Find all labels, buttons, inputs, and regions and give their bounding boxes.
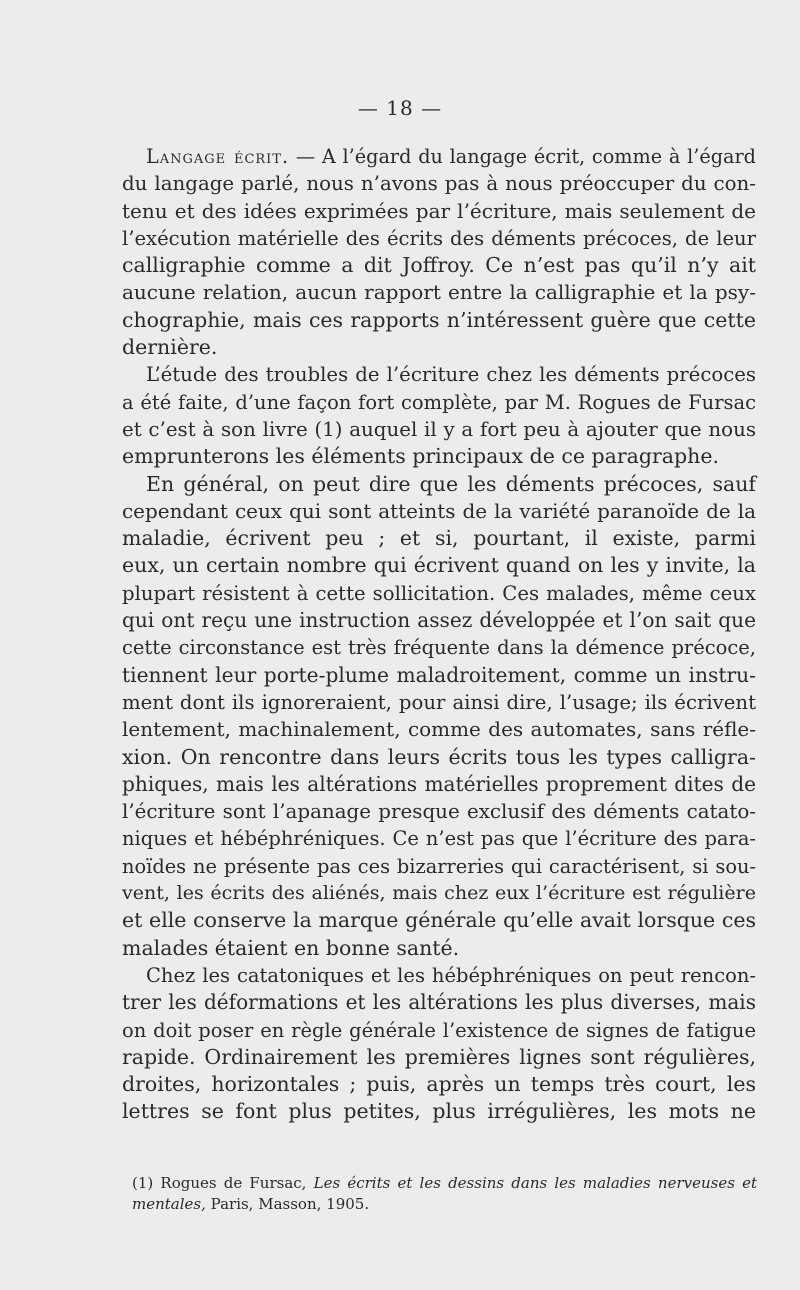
text-line: l’exécution matérielle des écrits des déments précoces, de leur <box>122 226 756 250</box>
section-heading: Langage écrit. <box>146 145 290 168</box>
text-line: cependant ceux qui sont atteints de la variété paranoïde de la <box>122 498 756 523</box>
text-line: droites, horizontales ; puis, après un temps très court, les <box>122 1072 756 1097</box>
text-line: rapide. Ordinairement les premières lignes sont régulières, <box>122 1044 756 1069</box>
body-text <box>122 143 756 1126</box>
text-line: plupart résistent à cette sollicitation. Ces malades, même ceux <box>122 581 756 605</box>
text-line: cette circonstance est très fréquente dans la démence précoce, <box>122 636 756 660</box>
paragraph-en-general <box>122 471 756 962</box>
footnote-line <box>132 1173 757 1194</box>
text-line: tiennent leur porte-plume maladroitement, comme un instru- <box>122 662 756 687</box>
text-line: noïdes ne présente pas ces bizarreries qui caractérisent, si sou- <box>122 854 756 878</box>
page-number: — 18 — <box>357 96 443 120</box>
paragraph-catatoniques <box>122 962 756 1126</box>
text-line: l’écriture sont l’apanage presque exclusif des déments catato- <box>122 800 756 824</box>
text-line: chographie, mais ces rapports n’intéressent guère que cette <box>122 307 756 332</box>
paragraph-etude <box>122 361 756 470</box>
footnote-title: Les écrits et les dessins dans les maladies nerveuses et <box>313 1174 757 1192</box>
footnote-author: Rogues de Fursac, <box>160 1174 307 1192</box>
footnote-title-end: mentales, <box>132 1195 206 1213</box>
text-line: on doit poser en règle générale l’existence de signes de fatigue <box>122 1018 756 1042</box>
text-line: malades étaient en bonne santé. <box>122 935 460 960</box>
text-line: phiques, mais les altérations matérielles proprement dites de <box>122 771 756 796</box>
text-line: niques et hébéphréniques. Ce n’est pas que l’écriture des para- <box>122 827 756 851</box>
text-line: a été faite, d’une façon fort complète, par M. Rogues de Fursac <box>122 390 756 414</box>
text-line: aucune relation, aucun rapport entre la calligraphie et la psy- <box>122 280 756 305</box>
footnote-marker: (1) <box>132 1174 154 1192</box>
text-line: ment dont ils ignoreraient, pour ainsi dire, l’usage; ils écrivent <box>122 690 756 714</box>
footnote-publisher: Paris, Masson, 1905. <box>210 1195 370 1213</box>
text-line: Chez les catatoniques et les hébéphréniques on peut rencon- <box>146 963 756 987</box>
text-line: emprunterons les éléments principaux de ce paragraphe. <box>122 444 719 469</box>
text-line: L’étude des troubles de l’écriture chez les déments précoces <box>146 363 756 387</box>
text-line: Langage écrit. — A l’égard du langage écrit, comme à l’égard <box>146 145 756 168</box>
text-line: maladie, écrivent peu ; et si, pourtant, il existe, parmi <box>122 526 756 551</box>
footnote <box>132 1173 757 1215</box>
text-line: tenu et des idées exprimées par l’écriture, mais seulement de <box>122 198 756 223</box>
text-line: En général, on peut dire que les déments précoces, sauf <box>146 471 756 496</box>
footnote-line <box>132 1194 757 1215</box>
paragraph-langage-ecrit <box>122 143 756 361</box>
text-line: vent, les écrits des aliénés, mais chez eux l’écriture est régulière <box>122 882 756 905</box>
text-line: calligraphie comme a dit Joffroy. Ce n’est pas qu’il n’y ait <box>122 253 756 278</box>
text-line: xion. On rencontre dans leurs écrits tous les types calligra- <box>122 744 756 769</box>
text-line: et c’est à son livre (1) auquel il y a fort peu à ajouter que nous <box>122 417 756 441</box>
text-line: du langage parlé, nous n’avons pas à nous préoccuper du con- <box>122 172 756 196</box>
text-line: qui ont reçu une instruction assez développée et l’on sait que <box>122 608 756 633</box>
text-line: lettres se font plus petites, plus irrégulières, les mots ne <box>122 1099 756 1124</box>
text-line: trer les déformations et les altérations les plus diverses, mais <box>122 990 756 1015</box>
text-line: eux, un certain nombre qui écrivent quand on les y invite, la <box>122 553 756 578</box>
text-line: dernière. <box>122 335 218 360</box>
text-line: et elle conserve la marque générale qu’elle avait lorsque ces <box>122 908 756 933</box>
text-line: lentement, machinalement, comme des automates, sans réfle- <box>122 717 756 742</box>
